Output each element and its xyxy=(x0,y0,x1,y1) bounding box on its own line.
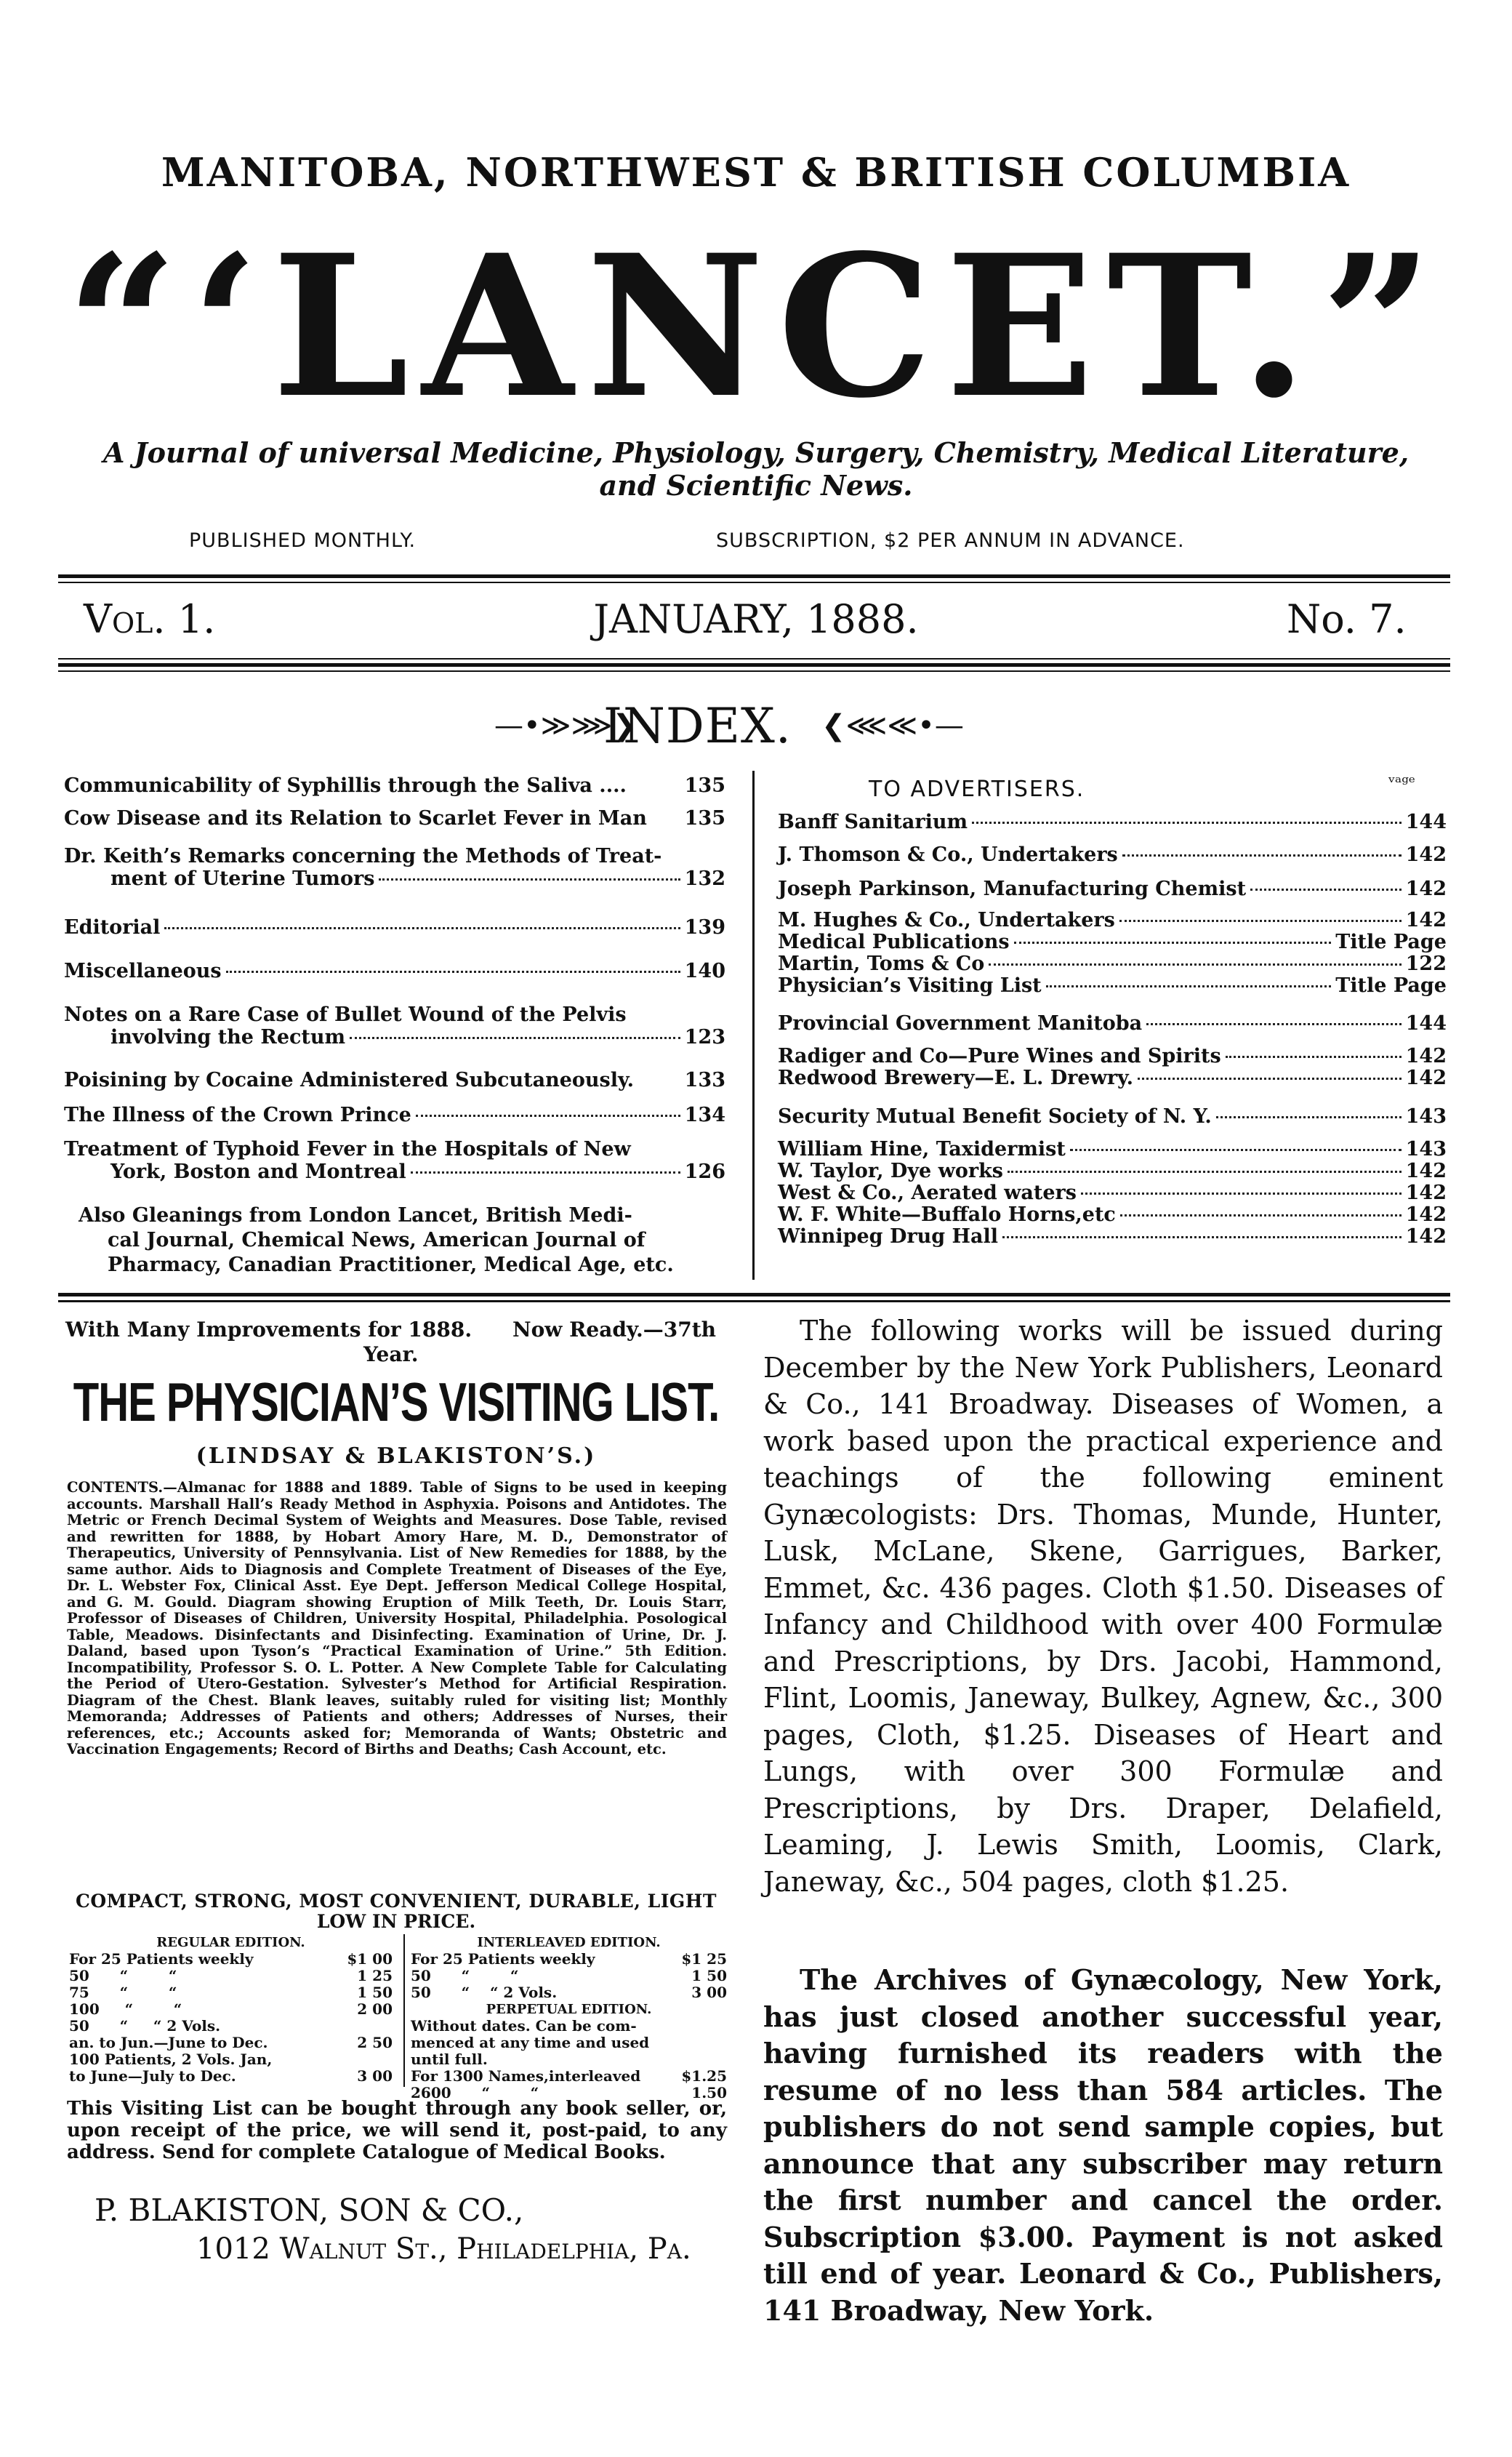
advertiser-entry xyxy=(778,1012,1447,1035)
ad-intro-year: Year. xyxy=(363,1342,419,1366)
advertiser-entry xyxy=(778,878,1447,900)
ad-compact-line2: LOW IN PRICE. xyxy=(316,1911,476,1932)
subscription-price: SUBSCRIPTION, $2 PER ANNUM IN ADVANCE. xyxy=(716,529,1185,552)
advertiser-entry xyxy=(778,1105,1447,1128)
issue-date: JANUARY, 1888. xyxy=(593,596,919,642)
ad-contents: CONTENTS.—Almanac for 1888 and 1889. Table of Signs to be used in keeping accounts. Marshall Hall’s Ready Method in Asphyxia. Poisons and Antidotes. The Metric or French Decimal System of Weights and Measures. Dose Table, revised and rewritten for 1888, by Hobart Amory Hare, M. D., Demonstrator of Therapeutics, University of Pennsylvania. List of New Remedies for 1888, by the same author. Aids to Diagnosis and Complete Treatment of Diseases of the Eye, Dr. L. Webster Fox, Clinical Asst. Eye Dept. Jefferson Medical College Hospital, and G. M. Gould. Diagram showing Eruption of Milk Teeth, Dr. Louis Starr, Professor of Diseases of Children, University Hospital, Philadelphia. Posological Table, Meadows. Disinfectants and Disinfecting. Examination of Urine, Dr. J. Daland, based upon Tyson’s “Practical Examination of Urine.” 5th Edition. Incompatibility, Professor S. O. L. Potter. A New Complete Table for Calculating the Period of Utero-Gestation. Sylvester’s Method for Artificial Respiration. Diagram of the Chest. Blank leaves, suitably ruled for visiting list; Monthly Memoranda; Addresses of Patients and others; Addresses of Nurses, their references, etc.; Accounts asked for; Memoranda of Wants; Obstetric and Vaccination Engagements; Record of Births and Deaths; Cash Account, etc. xyxy=(67,1479,727,1757)
ad-title: THE PHYSICIAN’S VISITING LIST. xyxy=(73,1371,720,1433)
advertiser-name: Medical Publications xyxy=(778,931,1010,953)
advertiser-name: Security Mutual Benefit Society of N. Y. xyxy=(778,1105,1212,1128)
advertiser-entry xyxy=(778,1225,1447,1248)
index-entry: Miscellaneous 140 xyxy=(64,960,725,982)
advertiser-page: Title Page xyxy=(1335,974,1447,997)
advertiser-name: William Hine, Taxidermist xyxy=(778,1138,1066,1161)
index-entry: Notes on a Rare Case of Bullet Wound of the Pelvis involving the Rectum 123 xyxy=(64,1003,725,1049)
advertiser-name: W. F. White—Buffalo Horns,etc xyxy=(778,1203,1116,1226)
journal-subtitle-line1: A Journal of universal Medicine, Physiology, Surgery, Chemistry, Medical Literature, xyxy=(102,436,1410,469)
advertiser-entry xyxy=(778,1045,1447,1067)
advertiser-page: 143 xyxy=(1405,1138,1447,1161)
advertiser-entry xyxy=(778,1203,1447,1226)
advertiser-name: West & Co., Aerated waters xyxy=(778,1182,1077,1204)
index-entry: Communicability of Syphillis through the Saliva .... 135 xyxy=(64,774,725,797)
index-column-divider xyxy=(752,771,755,1280)
advertiser-entry xyxy=(778,909,1447,931)
index-entry: Cow Disease and its Relation to Scarlet Fever in Man 135 xyxy=(64,807,725,830)
advertiser-name: Joseph Parkinson, Manufacturing Chemist xyxy=(778,878,1247,900)
index-heading: INDEX. xyxy=(603,698,792,754)
advertiser-name: W. Taylor, Dye works xyxy=(778,1160,1003,1182)
advertiser-page: 142 xyxy=(1405,909,1447,931)
advertiser-entry xyxy=(778,1160,1447,1182)
issue-number: No. 7. xyxy=(1287,596,1407,642)
price-row: 100 “ “ 2 00 xyxy=(69,2000,393,2018)
publication-frequency: PUBLISHED MONTHLY. xyxy=(189,529,417,552)
advertiser-page: 144 xyxy=(1405,811,1447,833)
price-row: 50 “ “ 1 50 xyxy=(411,1967,727,1984)
interleaved-edition-table: INTERLEAVED EDITION. For 25 Patients weekly $1 25 50 “ “ 1 50 50 “ “ 2 Vols. 3 00 PERPETUAL EDITION. Without dates. Can be com- menced at any time and used until full. For 1300 Names,interleaved $1.25 2600 “ “ 1.50 xyxy=(411,1935,727,2101)
price-row: menced at any time and used xyxy=(411,2034,650,2051)
advertisers-corner-mark: ᵛᵃᵍᵉ xyxy=(1388,772,1416,793)
issue-rule-1 xyxy=(58,658,1450,660)
section-rule-2 xyxy=(58,1300,1450,1302)
price-row: 2600 “ “ 1.50 xyxy=(411,2084,727,2101)
ad-order-text: This Visiting List can be bought through any book seller, or, upon receipt of the price, we will send it, post-paid, to any address. Send for complete Catalogue of Medical Books. xyxy=(67,2098,727,2163)
index-ornament-right: ❮⋘≪•— xyxy=(821,709,964,742)
price-row: an. to Jun.—June to Dec. 2 50 xyxy=(69,2034,393,2051)
index-ornament-left: —•≫⋙❯ xyxy=(494,709,637,742)
advertiser-page: 142 xyxy=(1405,1203,1447,1226)
advertiser-page: 142 xyxy=(1405,843,1447,866)
advertiser-name: Physician’s Visiting List xyxy=(778,974,1042,997)
advertiser-page: 142 xyxy=(1405,878,1447,900)
advertiser-name: Redwood Brewery—E. L. Drewry. xyxy=(778,1067,1134,1089)
advertiser-entry xyxy=(778,843,1447,866)
advertiser-page: 142 xyxy=(1405,1160,1447,1182)
edition-divider xyxy=(403,1934,405,2087)
advertiser-page: Title Page xyxy=(1335,931,1447,953)
advertiser-entry xyxy=(778,974,1447,997)
advertiser-page: 142 xyxy=(1405,1225,1447,1248)
journal-subtitle-line2: and Scientific News. xyxy=(599,469,913,502)
price-row: 50 “ “ 1 25 xyxy=(69,1967,393,1984)
advertiser-entry xyxy=(778,811,1447,833)
index-entry: Treatment of Typhoid Fever in the Hospitals of New York, Boston and Montreal 126 xyxy=(64,1138,725,1183)
advertiser-name: J. Thomson & Co., Undertakers xyxy=(778,843,1118,866)
advertiser-page: 122 xyxy=(1405,953,1447,975)
ad-intro-right: Now Ready.—37th xyxy=(512,1318,716,1342)
advertiser-name: M. Hughes & Co., Undertakers xyxy=(778,909,1115,931)
index-entry: The Illness of the Crown Prince 134 xyxy=(64,1104,725,1126)
price-row: 75 “ “ 1 50 xyxy=(69,1984,393,2001)
index-entry: Dr. Keith’s Remarks concerning the Methods of Treat- ment of Uterine Tumors 132 xyxy=(64,845,725,890)
advertisers-heading: TO ADVERTISERS. xyxy=(869,777,1085,802)
index-entry: Editorial 139 xyxy=(64,916,725,939)
price-row: 50 “ “ 2 Vols. xyxy=(69,2017,221,2035)
advertiser-name: Winnipeg Drug Hall xyxy=(778,1225,999,1248)
right-paragraph-publishers: The following works will be issued during December by the New York Publishers, Leonard & Co., 141 Broadway. Diseases of Women, a work based upon the practical experience and teachings of the following eminent Gynæcologists: Drs. Thomas, Munde, Hunter, Lusk, McLane, Skene, Garrigues, Barker, Emmet, &c. 436 pages. Cloth $1.50. Diseases of Infancy and Childhood with over 400 Formulæ and Prescriptions, by Drs. Jacobi, Hammond, Flint, Loomis, Janeway, Bulkey, Agnew, &c., 300 pages, Cloth, $1.25. Diseases of Heart and Lungs, with over 300 Formulæ and Prescriptions, by Drs. Draper, Delafield, Leaming, J. Lewis Smith, Loomis, Clark, Janeway, &c., 504 pages, cloth $1.25. xyxy=(763,1315,1443,1898)
advertiser-entry xyxy=(778,1067,1447,1089)
regular-edition-table: REGULAR EDITION. For 25 Patients weekly $1 00 50 “ “ 1 25 75 “ “ 1 50 100 “ “ 2 00 50 “ “ 2 Vols. an. to Jun.—June to Dec. 2 50 100 Patients, 2 Vols. Jan, to June—July to Dec. 3 00 xyxy=(69,1935,393,2085)
price-row: 50 “ “ 2 Vols. 3 00 xyxy=(411,1984,727,2001)
advertiser-page: 143 xyxy=(1405,1105,1447,1128)
advertiser-entry xyxy=(778,1182,1447,1204)
advertiser-name: Martin, Toms & Co xyxy=(778,953,985,975)
advertiser-page: 142 xyxy=(1405,1045,1447,1067)
price-row: For 25 Patients weekly $1 00 xyxy=(69,1950,393,1968)
ad-publisher-address: 1012 Walnut St., Philadelphia, Pa. xyxy=(196,2232,691,2266)
masthead-rule-top xyxy=(58,574,1450,578)
ad-publisher-paren: (LINDSAY & BLAKISTON’S.) xyxy=(196,1443,597,1469)
price-row: to June—July to Dec. 3 00 xyxy=(69,2067,393,2085)
ad-compact-line1: COMPACT, STRONG, MOST CONVENIENT, DURABLE, LIGHT xyxy=(76,1891,717,1912)
advertiser-entry xyxy=(778,931,1447,953)
advertiser-page: 144 xyxy=(1405,1012,1447,1035)
advertiser-page: 142 xyxy=(1405,1182,1447,1204)
region-title: MANITOBA, NORTHWEST & BRITISH COLUMBIA xyxy=(161,149,1351,196)
price-row: until full. xyxy=(411,2051,488,2068)
issue-rule-2 xyxy=(58,663,1450,667)
advertiser-name: Banff Sanitarium xyxy=(778,811,968,833)
advertiser-entry xyxy=(778,1138,1447,1161)
ad-publisher-name: P. BLAKISTON, SON & CO., xyxy=(94,2192,524,2228)
price-row: Without dates. Can be com- xyxy=(411,2017,637,2035)
price-row: For 25 Patients weekly $1 25 xyxy=(411,1950,727,1968)
section-rule-1 xyxy=(58,1293,1450,1296)
issue-volume: Vol. 1. xyxy=(84,596,216,642)
index-entry: Poisining by Cocaine Administered Subcutaneously. 133 xyxy=(64,1069,725,1091)
issue-rule-3 xyxy=(58,670,1450,672)
journal-title: “‘LANCET.” xyxy=(65,212,1447,441)
advertiser-name: Radiger and Co—Pure Wines and Spirits xyxy=(778,1045,1221,1067)
price-row: For 1300 Names,interleaved $1.25 xyxy=(411,2067,727,2085)
advertiser-entry xyxy=(778,953,1447,975)
price-row: 100 Patients, 2 Vols. Jan, xyxy=(69,2051,273,2068)
advertiser-name: Provincial Government Manitoba xyxy=(778,1012,1143,1035)
ad-intro-left: With Many Improvements for 1888. xyxy=(65,1318,472,1342)
advertiser-page: 142 xyxy=(1405,1067,1447,1089)
right-paragraph-archives: The Archives of Gynæcology, New York, has just closed another successful year, having furnished its readers with the resume of no less than 584 articles. The publishers do not send sample copies, but announce that any subscriber may return the first number and cancel the order. Subscription $3.00. Payment is not asked till end of year. Leonard & Co., Publishers, 141 Broadway, New York. xyxy=(763,1963,1443,2327)
index-also-note: Also Gleanings from London Lancet, British Medi- cal Journal, Chemical News, American Journal of Pharmacy, Canadian Practitioner, Medical Age, etc. xyxy=(79,1204,674,1276)
masthead-rule-top-thin xyxy=(58,582,1450,583)
